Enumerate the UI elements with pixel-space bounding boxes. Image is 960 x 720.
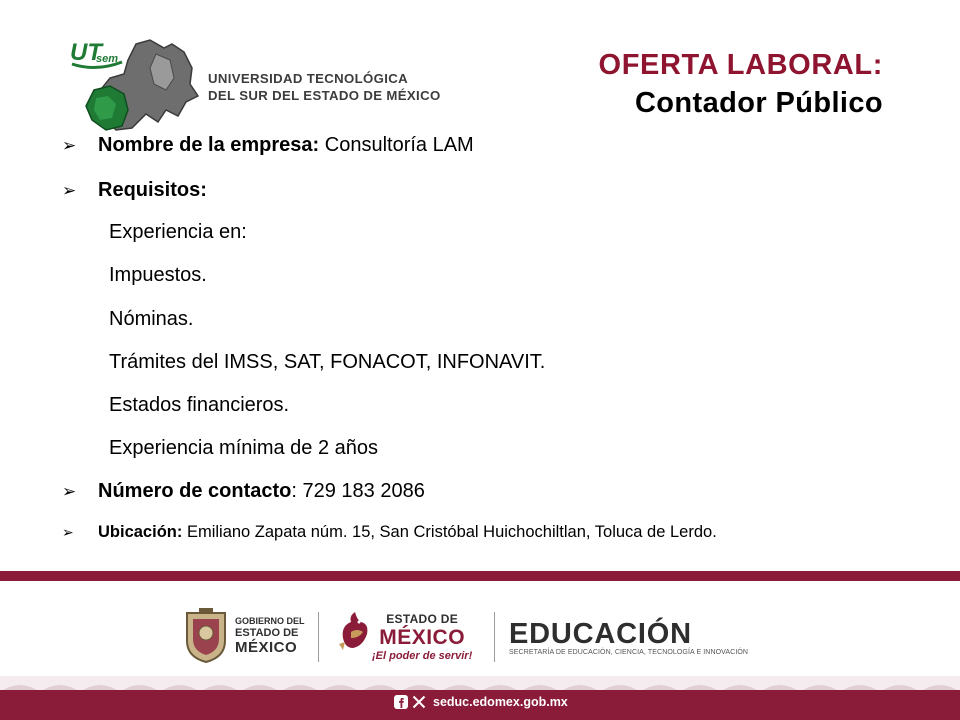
- university-name-line2: DEL SUR DEL ESTADO DE MÉXICO: [208, 88, 441, 103]
- requirement-line: Experiencia en:: [109, 221, 247, 243]
- arrow-bullet-icon: ➢: [62, 136, 77, 155]
- state-seal-icon: [181, 607, 231, 664]
- university-name-line1: UNIVERSIDAD TECNOLÓGICA: [208, 71, 409, 86]
- social-links: [394, 695, 568, 709]
- arrow-bullet-icon: ➢: [62, 181, 77, 200]
- edomex-line1: ESTADO DE: [386, 612, 459, 626]
- location-label: Ubicación:: [98, 523, 183, 541]
- requirements-label: Requisitos:: [98, 179, 207, 201]
- hummingbird-icon: [337, 608, 373, 658]
- company-label: Nombre de la empresa:: [98, 134, 320, 156]
- gob-line2: ESTADO DE: [235, 627, 299, 639]
- company-value: Consultoría LAM: [319, 134, 474, 156]
- footer-separator: [494, 612, 495, 662]
- contact-label: Número de contacto: [98, 480, 292, 502]
- x-icon[interactable]: [412, 695, 426, 709]
- position-title: Contador Público: [634, 87, 883, 119]
- edomex-line2: MÉXICO: [379, 626, 466, 649]
- facebook-icon[interactable]: [394, 695, 408, 709]
- utsem-logo: [66, 38, 216, 134]
- requirement-line: Trámites del IMSS, SAT, FONACOT, INFONAVIT.: [109, 351, 546, 373]
- utsem-logo-text: UT: [70, 39, 102, 66]
- location-value: Emiliano Zapata núm. 15, San Cristóbal Huichochiltlan, Toluca de Lerdo.: [182, 523, 717, 541]
- gob-line1: GOBIERNO DEL: [235, 616, 305, 626]
- svg-text:sem: sem: [96, 53, 119, 65]
- gob-line3: MÉXICO: [235, 639, 298, 656]
- educacion-brand: [509, 619, 748, 656]
- arrow-bullet-icon: ➢: [62, 482, 77, 501]
- company-item: [62, 134, 474, 157]
- requirement-line: Nóminas.: [109, 308, 194, 330]
- education-subtitle: SECRETARÍA DE EDUCACIÓN, CIENCIA, TECNOLOGÍA E INNOVACIÓN: [509, 649, 749, 656]
- contact-item: [62, 480, 425, 503]
- job-offer-title: [599, 46, 883, 122]
- requirement-line: Impuestos.: [109, 264, 207, 286]
- edomex-slogan: ¡El poder de servir!: [372, 650, 473, 662]
- contact-value: : 729 183 2086: [291, 480, 425, 502]
- offer-heading: OFERTA LABORAL:: [598, 49, 883, 81]
- footer-divider: [0, 571, 960, 581]
- estado-mexico-brand: [372, 612, 472, 662]
- arrow-bullet-icon: ➢: [62, 524, 74, 540]
- requirement-line: Estados financieros.: [109, 394, 290, 416]
- requirements-item: [62, 179, 207, 202]
- location-item: [62, 523, 717, 542]
- university-name: [208, 70, 441, 104]
- requirement-line: Experiencia mínima de 2 años: [109, 437, 379, 459]
- gobierno-edomex-brand: [235, 615, 305, 656]
- footer-separator: [318, 612, 319, 662]
- website-link[interactable]: seduc.edomex.gob.mx: [433, 695, 568, 709]
- education-title: EDUCACIÓN: [509, 618, 692, 650]
